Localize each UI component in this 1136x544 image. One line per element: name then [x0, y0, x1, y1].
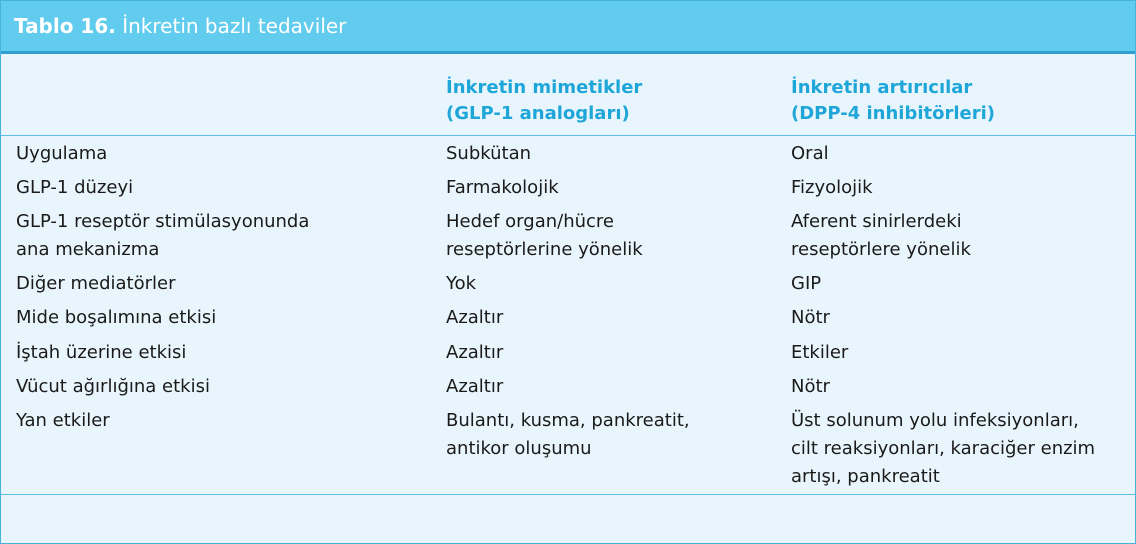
row-label: Yan etkiler [16, 410, 110, 431]
enhancer-value: Nötr [791, 307, 830, 328]
table-row [1, 407, 1135, 493]
table-row [1, 304, 1135, 339]
row-label: Mide boşalımına etkisi [16, 307, 217, 328]
mimetic-value: Hedef organ/hücre reseptörlerine yönelik [446, 211, 643, 260]
table-title: İnkretin bazlı tedaviler [122, 14, 347, 38]
column-header-incretin-mimetics: İnkretin mimetikler (GLP-1 analogları) [446, 77, 643, 124]
mimetic-value: Yok [446, 273, 477, 294]
mimetic-value: Azaltır [446, 342, 504, 363]
table-row [1, 339, 1135, 373]
enhancer-value: Aferent sinirlerdeki reseptörlere yönelik [791, 211, 971, 260]
table-bottom-rule [1, 494, 1135, 495]
table-title-bar [1, 1, 1135, 54]
row-label: GLP-1 düzeyi [16, 177, 134, 198]
enhancer-value: Oral [791, 143, 829, 164]
enhancer-value: Etkiler [791, 342, 849, 363]
table-row [1, 270, 1135, 304]
mimetic-value: Farmakolojik [446, 177, 559, 198]
row-label: Diğer mediatörler [16, 273, 176, 294]
enhancer-value: GIP [791, 273, 822, 294]
table-row [1, 140, 1135, 174]
table [1, 61, 1135, 493]
column-header-incretin-enhancers: İnkretin artırıcılar (DPP-4 inhibitörleri) [791, 77, 996, 124]
table-number: Tablo 16. [14, 14, 116, 38]
mimetic-value: Azaltır [446, 376, 504, 397]
table-row [1, 208, 1135, 270]
mimetic-value: Azaltır [446, 307, 504, 328]
enhancer-value: Fizyolojik [791, 177, 873, 198]
row-label: Vücut ağırlığına etkisi [16, 376, 210, 397]
row-label: Uygulama [16, 143, 108, 164]
row-label: GLP-1 reseptör stimülasyonunda ana mekanizma [16, 211, 310, 260]
enhancer-value: Nötr [791, 376, 830, 397]
mimetic-value: Bulantı, kusma, pankreatit, antikor oluşumu [446, 410, 690, 459]
row-label: İştah üzerine etkisi [16, 342, 187, 363]
enhancer-value: Üst solunum yolu infeksiyonları, cilt reaksiyonları, karaciğer enzim artışı, pankreatit [791, 410, 1096, 487]
table-row [1, 174, 1135, 208]
mimetic-value: Subkütan [446, 143, 532, 164]
table-header-row [1, 61, 1135, 136]
table-row [1, 373, 1135, 407]
